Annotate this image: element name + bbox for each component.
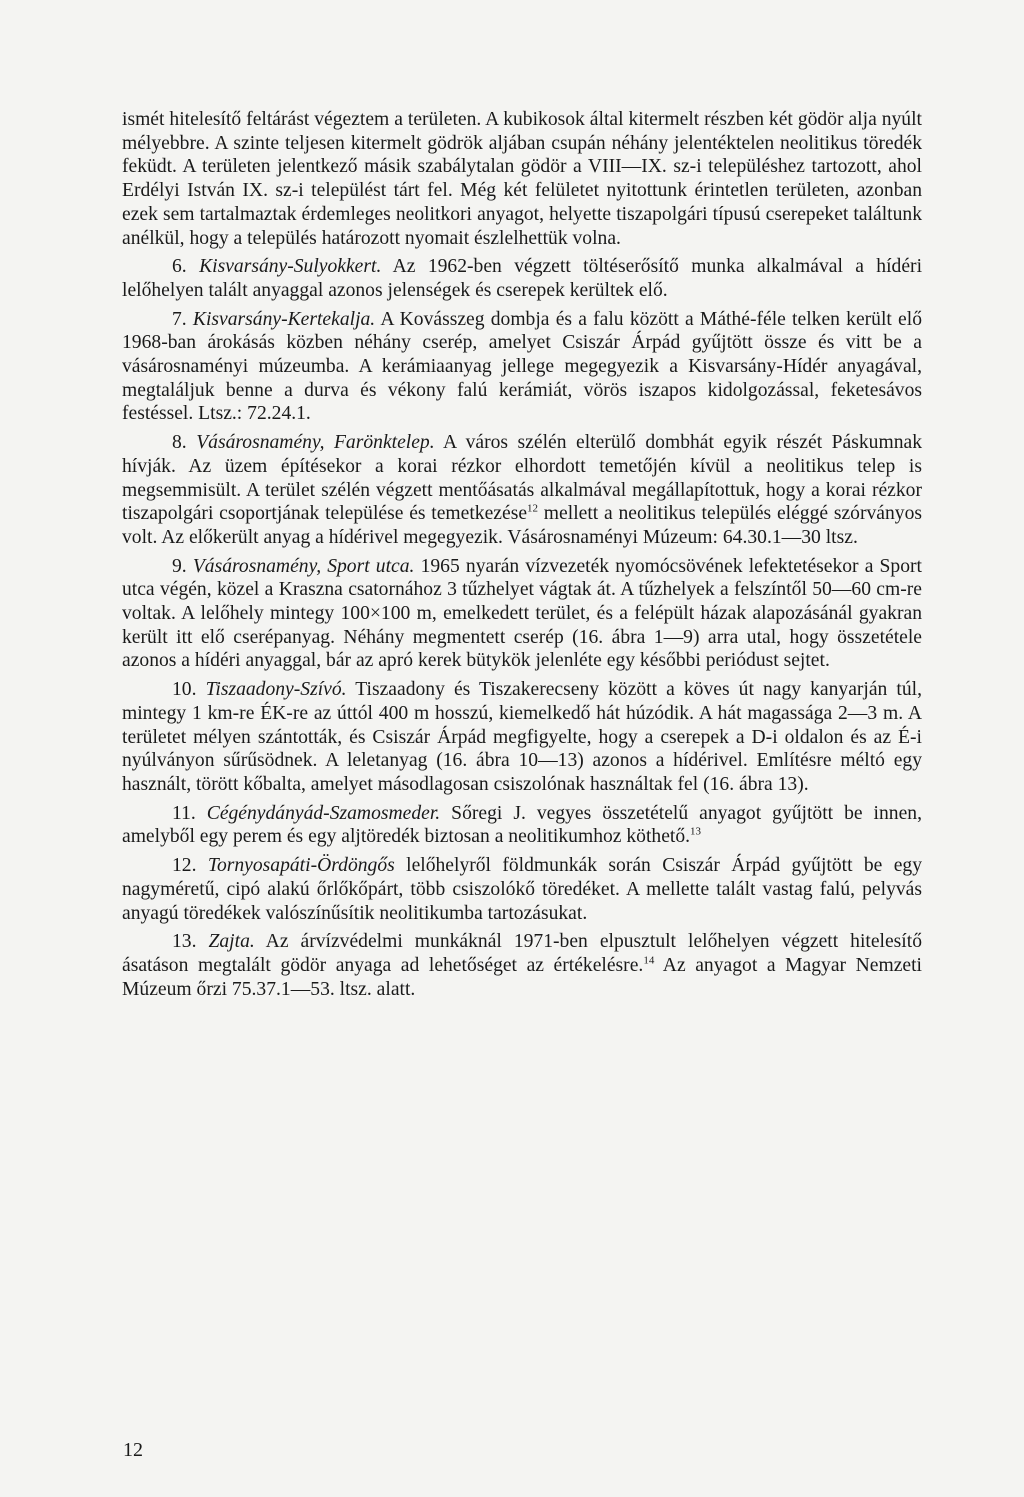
site-name: Cégénydányád-Szamosmeder.: [206, 802, 441, 824]
paragraph-site-6: [122, 255, 922, 302]
site-name: Tornyosapáti-Ördöngős: [207, 855, 395, 877]
site-name: Zajta.: [208, 931, 255, 953]
paragraph-site-11: [122, 802, 922, 849]
site-name: Kisvarsány-Kertekalja.: [192, 308, 376, 330]
paragraph-number: 9.: [172, 555, 193, 577]
paragraph-site-10: [122, 678, 922, 797]
paragraph-text-cont: mellett a neolitikus település eléggé szórványos volt. Az előkerült anyag a hídérivel megegyezik. Vásárosnaményi Múzeum: 64.30.1—30 ltsz.: [122, 503, 923, 548]
paragraph-text: Az 1962-ben végzett töltéserősítő munka alkalmával a hídéri lelőhelyen talált anyaggal azonos jelenségek és cserepek kerültek elő.: [122, 256, 923, 301]
paragraph-intro: [122, 108, 922, 250]
paragraph-number: 13.: [172, 931, 209, 953]
paragraph-number: 8.: [172, 432, 197, 454]
site-name: Vásárosnamény, Sport utca.: [192, 555, 415, 577]
paragraph-text: lelőhelyről földmunkák során Csiszár Árpád gyűjtött be egy nagyméretű, cipó alakú őrlőkőpárt, több csiszolókő töredéket. A mellette talált vastag falú, pelyvás anyagú töredékek valószínűsítik neolitikumba tartozásukat.: [122, 855, 923, 924]
paragraph-text: Tiszaadony és Tiszakerecseny között a köves út nagy kanyarján túl, mintegy 1 km-re ÉK-re az úttól 400 m hosszú, kiemelkedő hát húzódik. A hát magassága 2—3 m. A területet mélyen szántották, és Csiszár Árpád megfigyelte, hogy a cserepek a D-i oldalon és az É-i nyúlványon sűrűsödnek. A leletanyag (16. ábra 10—13) azonos a hídérivel. Említésre méltó egy használt, törött kőbalta, amelyet másodlagosan csiszolónak használtak fel (16. ábra 13).: [122, 679, 922, 795]
paragraph-site-12: [122, 854, 922, 925]
paragraph-number: 11.: [172, 802, 207, 824]
paragraph-text: 1965 nyarán vízvezeték nyomócsövének lefektetésekor a Sport utca végén, közel a Kraszna csatornához 3 tűzhelyet vágtak át. A tűzhelyek a felszíntől 50—60 cm-re voltak. A lelőhely mintegy 100×100 m, emelkedett terület, és a felépült házak alapozásánál gyakran került itt elő cserépanyag. Néhány megmentett cserép (16. ábra 1—9) arra utal, hogy összetétele azonos a hídéri anyaggal, bár az apró kerek bütykök jelenléte egy későbbi periódust sejtet.: [122, 555, 922, 672]
footnote-ref[interactable]: 13: [690, 825, 702, 838]
paragraph-text: Sőregi J. vegyes összetételű anyagot gyűjtött be innen, amelyből egy perem és egy aljtöredék biztosan a neolitikumhoz köthető.: [122, 802, 922, 848]
paragraph-site-8: [122, 431, 922, 550]
paragraph-site-7: [122, 308, 922, 427]
paragraph-text-cont: Az anyagot a Magyar Nemzeti Múzeum őrzi 75.37.1—53. ltsz. alatt.: [122, 954, 923, 1000]
body-text: [122, 108, 922, 1001]
paragraph-number: 10.: [172, 679, 206, 701]
site-name: Vásárosnamény, Farönktelep.: [196, 432, 435, 454]
paragraph-site-13: [122, 930, 922, 1001]
paragraph-text: A Kovásszeg dombja és a falu között a Máthé-féle telken került elő 1968-ban árokásás közben néhány cserép, amelyet Csiszár Árpád gyűjtött össze és vitt be a vásárosnaményi múzeumba. A kerámiaanyag jellege megegyezik a Kisvarsány-Hídér anyagával, megtaláljuk benne a durva és vékony falú kerámiát, vörös iszapos kidolgozással, feketesávos festéssel. Ltsz.: 72.24.1.: [122, 308, 922, 425]
paragraph-number: 7.: [172, 308, 193, 330]
page-number: 12: [123, 1439, 143, 1461]
paragraph-text: Az árvízvédelmi munkáknál 1971-ben elpusztult lelőhelyen végzett hitelesítő ásatáson megtalált gödör anyaga ad lehetőséget az értékelésre.: [122, 931, 922, 976]
paragraph-text: A város szélén elterülő dombhát egyik részét Páskumnak hívják. Az üzem építésekor a korai rézkor elhordott temetőjén kívül a neolitikus telep is megsemmisült. A terület szélén végzett mentőásatás alkalmával megállapítottuk, hogy a korai rézkor tiszapolgári csoportjának települése és temetkezése: [122, 432, 922, 525]
paragraph-site-9: [122, 555, 922, 674]
footnote-ref[interactable]: 14: [643, 954, 655, 967]
site-name: Tiszaadony-Szívó.: [205, 679, 347, 701]
paragraph-text: ismét hitelesítő feltárást végeztem a területen. A kubikosok által kitermelt részben két gödör alja nyúlt mélyebbre. A szinte teljesen kitermelt gödrök aljában csupán néhány jelentéktelen neolitikus töredék feküdt. A területen jelentkező másik szabálytalan gödör a VIII—IX. sz-i településhez tartozott, ahol Erdélyi István IX. sz-i települést tárt fel. Még két felületet nyitottunk érintetlen területen, azonban ezek sem tartalmaztak érdemleges neolitkori anyagot, helyette tiszapolgári típusú cserepeket találtunk anélkül, hogy a település határozott nyomait észlelhettük volna.: [122, 109, 922, 249]
paragraph-number: 6.: [172, 256, 200, 278]
site-name: Kisvarsány-Sulyokkert.: [199, 256, 382, 278]
footnote-ref[interactable]: 12: [527, 502, 539, 515]
paragraph-number: 12.: [172, 855, 208, 877]
